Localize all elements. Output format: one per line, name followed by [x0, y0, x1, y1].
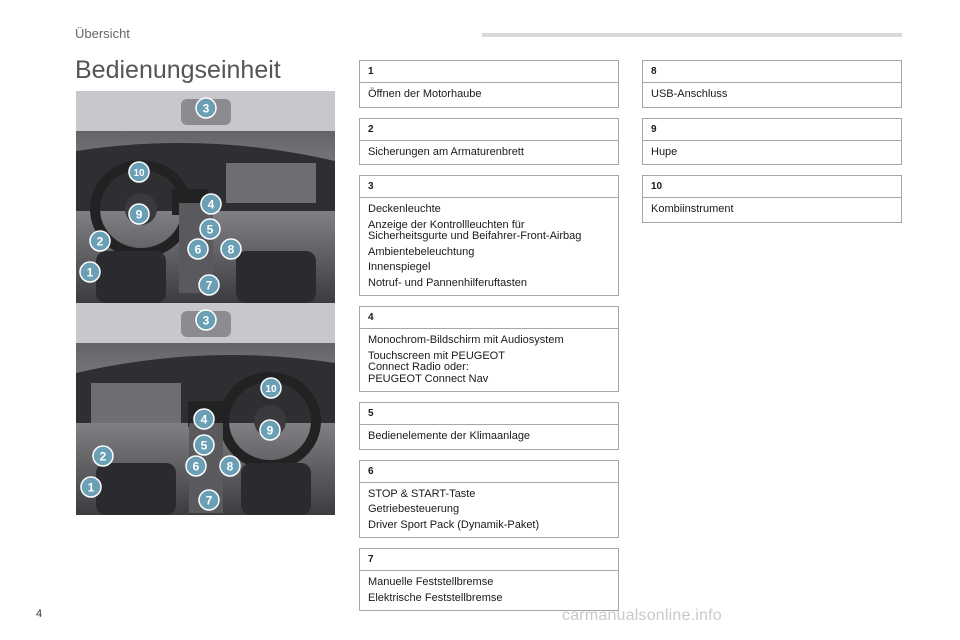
legend-number: 6: [360, 461, 618, 483]
callout-9: [129, 204, 149, 224]
legend-number: 2: [360, 119, 618, 141]
dashboard-photo-rhd: [76, 303, 335, 515]
svg-text:4: 4: [207, 197, 215, 212]
legend-entry: Sicherungen am Armaturenbrett: [368, 145, 524, 158]
legend-entry: Innenspiegel: [368, 261, 431, 273]
page-title: Bedienungseinheit: [75, 56, 281, 84]
callout-8: [221, 239, 241, 259]
svg-text:3: 3: [202, 313, 210, 328]
legend-entry: USB-Anschluss: [651, 88, 728, 100]
legend-entry: Ambientebeleuchtung: [368, 245, 475, 258]
legend-column-1: [359, 60, 619, 621]
legend-entry: Anzeige der Kontrollleuchten für Sicherheitsgurte und Beifahrer-Front-Airbag: [368, 218, 582, 242]
section-label: Übersicht: [75, 26, 130, 41]
svg-text:9: 9: [135, 207, 143, 222]
legend-box-7: [359, 548, 619, 611]
legend-box-3: [359, 175, 619, 296]
legend-entry: Kombiinstrument: [651, 203, 734, 215]
legend-entry: Driver Sport Pack (Dynamik-Paket): [368, 518, 540, 531]
callout-9: [260, 420, 280, 440]
svg-text:4: 4: [200, 412, 208, 427]
svg-text:8: 8: [226, 459, 234, 474]
svg-text:5: 5: [200, 438, 208, 453]
legend-box-9: [642, 118, 902, 166]
svg-text:2: 2: [99, 449, 107, 464]
legend-box-4: [359, 306, 619, 392]
svg-text:3: 3: [202, 101, 210, 116]
callout-10: [129, 162, 149, 182]
svg-text:9: 9: [266, 423, 274, 438]
legend-entry: Touchscreen mit PEUGEOT Connect Radio oder: PEUGEOT Connect Nav: [368, 349, 505, 385]
callout-1: [81, 477, 101, 497]
callout-6: [188, 239, 208, 259]
svg-text:7: 7: [205, 493, 213, 508]
callout-2: [90, 231, 110, 251]
svg-text:1: 1: [86, 265, 94, 280]
svg-text:2: 2: [96, 234, 104, 249]
page-number: 4: [36, 608, 43, 620]
callout-2: [93, 446, 113, 466]
svg-text:1: 1: [87, 480, 95, 495]
svg-text:6: 6: [192, 459, 200, 474]
legend-entry: Monochrom-Bildschirm mit Audiosystem: [368, 334, 564, 346]
callout-5: [200, 219, 220, 239]
svg-text:8: 8: [227, 242, 235, 257]
legend-box-1: [359, 60, 619, 108]
legend-number: 10: [643, 176, 901, 198]
callout-8: [220, 456, 240, 476]
svg-text:5: 5: [206, 222, 214, 237]
callout-3: [196, 98, 216, 118]
legend-box-2: [359, 118, 619, 166]
callout-7: [199, 275, 219, 295]
callout-10: [261, 378, 281, 398]
legend-number: 1: [360, 61, 618, 83]
callout-4: [194, 409, 214, 429]
legend-entry: Bedienelemente der Klimaanlage: [368, 430, 531, 442]
svg-text:6: 6: [194, 242, 202, 257]
callout-4: [201, 194, 221, 214]
legend-entry: Manuelle Feststellbremse: [368, 576, 494, 588]
legend-box-8: [642, 60, 902, 108]
legend-entry: Deckenleuchte: [368, 203, 441, 215]
legend-number: 5: [360, 403, 618, 425]
header-rule: [482, 33, 902, 37]
legend-box-10: [642, 175, 902, 223]
legend-box-6: [359, 460, 619, 539]
callout-6: [186, 456, 206, 476]
legend-entry: Notruf- und Pannenhilferuftasten: [368, 276, 527, 289]
legend-entry: STOP & START-Taste: [368, 487, 476, 500]
legend-number: 7: [360, 549, 618, 571]
callout-3: [196, 310, 216, 330]
legend-entry: Hupe: [651, 145, 678, 158]
legend-number: 9: [643, 119, 901, 141]
legend-entry: Elektrische Feststellbremse: [368, 591, 503, 604]
dashboard-photo-lhd: [76, 91, 335, 303]
legend-number: 4: [360, 307, 618, 329]
legend-entry: Öffnen der Motorhaube: [368, 88, 482, 100]
svg-text:10: 10: [133, 168, 145, 179]
legend-box-5: [359, 402, 619, 450]
legend-number: 8: [643, 61, 901, 83]
svg-text:10: 10: [265, 384, 277, 395]
callout-1: [80, 262, 100, 282]
callout-7: [199, 490, 219, 510]
legend-number: 3: [360, 176, 618, 198]
svg-text:7: 7: [205, 278, 213, 293]
watermark: carmanualsonline.info: [562, 607, 722, 624]
callout-5: [194, 435, 214, 455]
legend-entry: Getriebesteuerung: [368, 503, 460, 515]
legend-column-2: [642, 60, 902, 233]
